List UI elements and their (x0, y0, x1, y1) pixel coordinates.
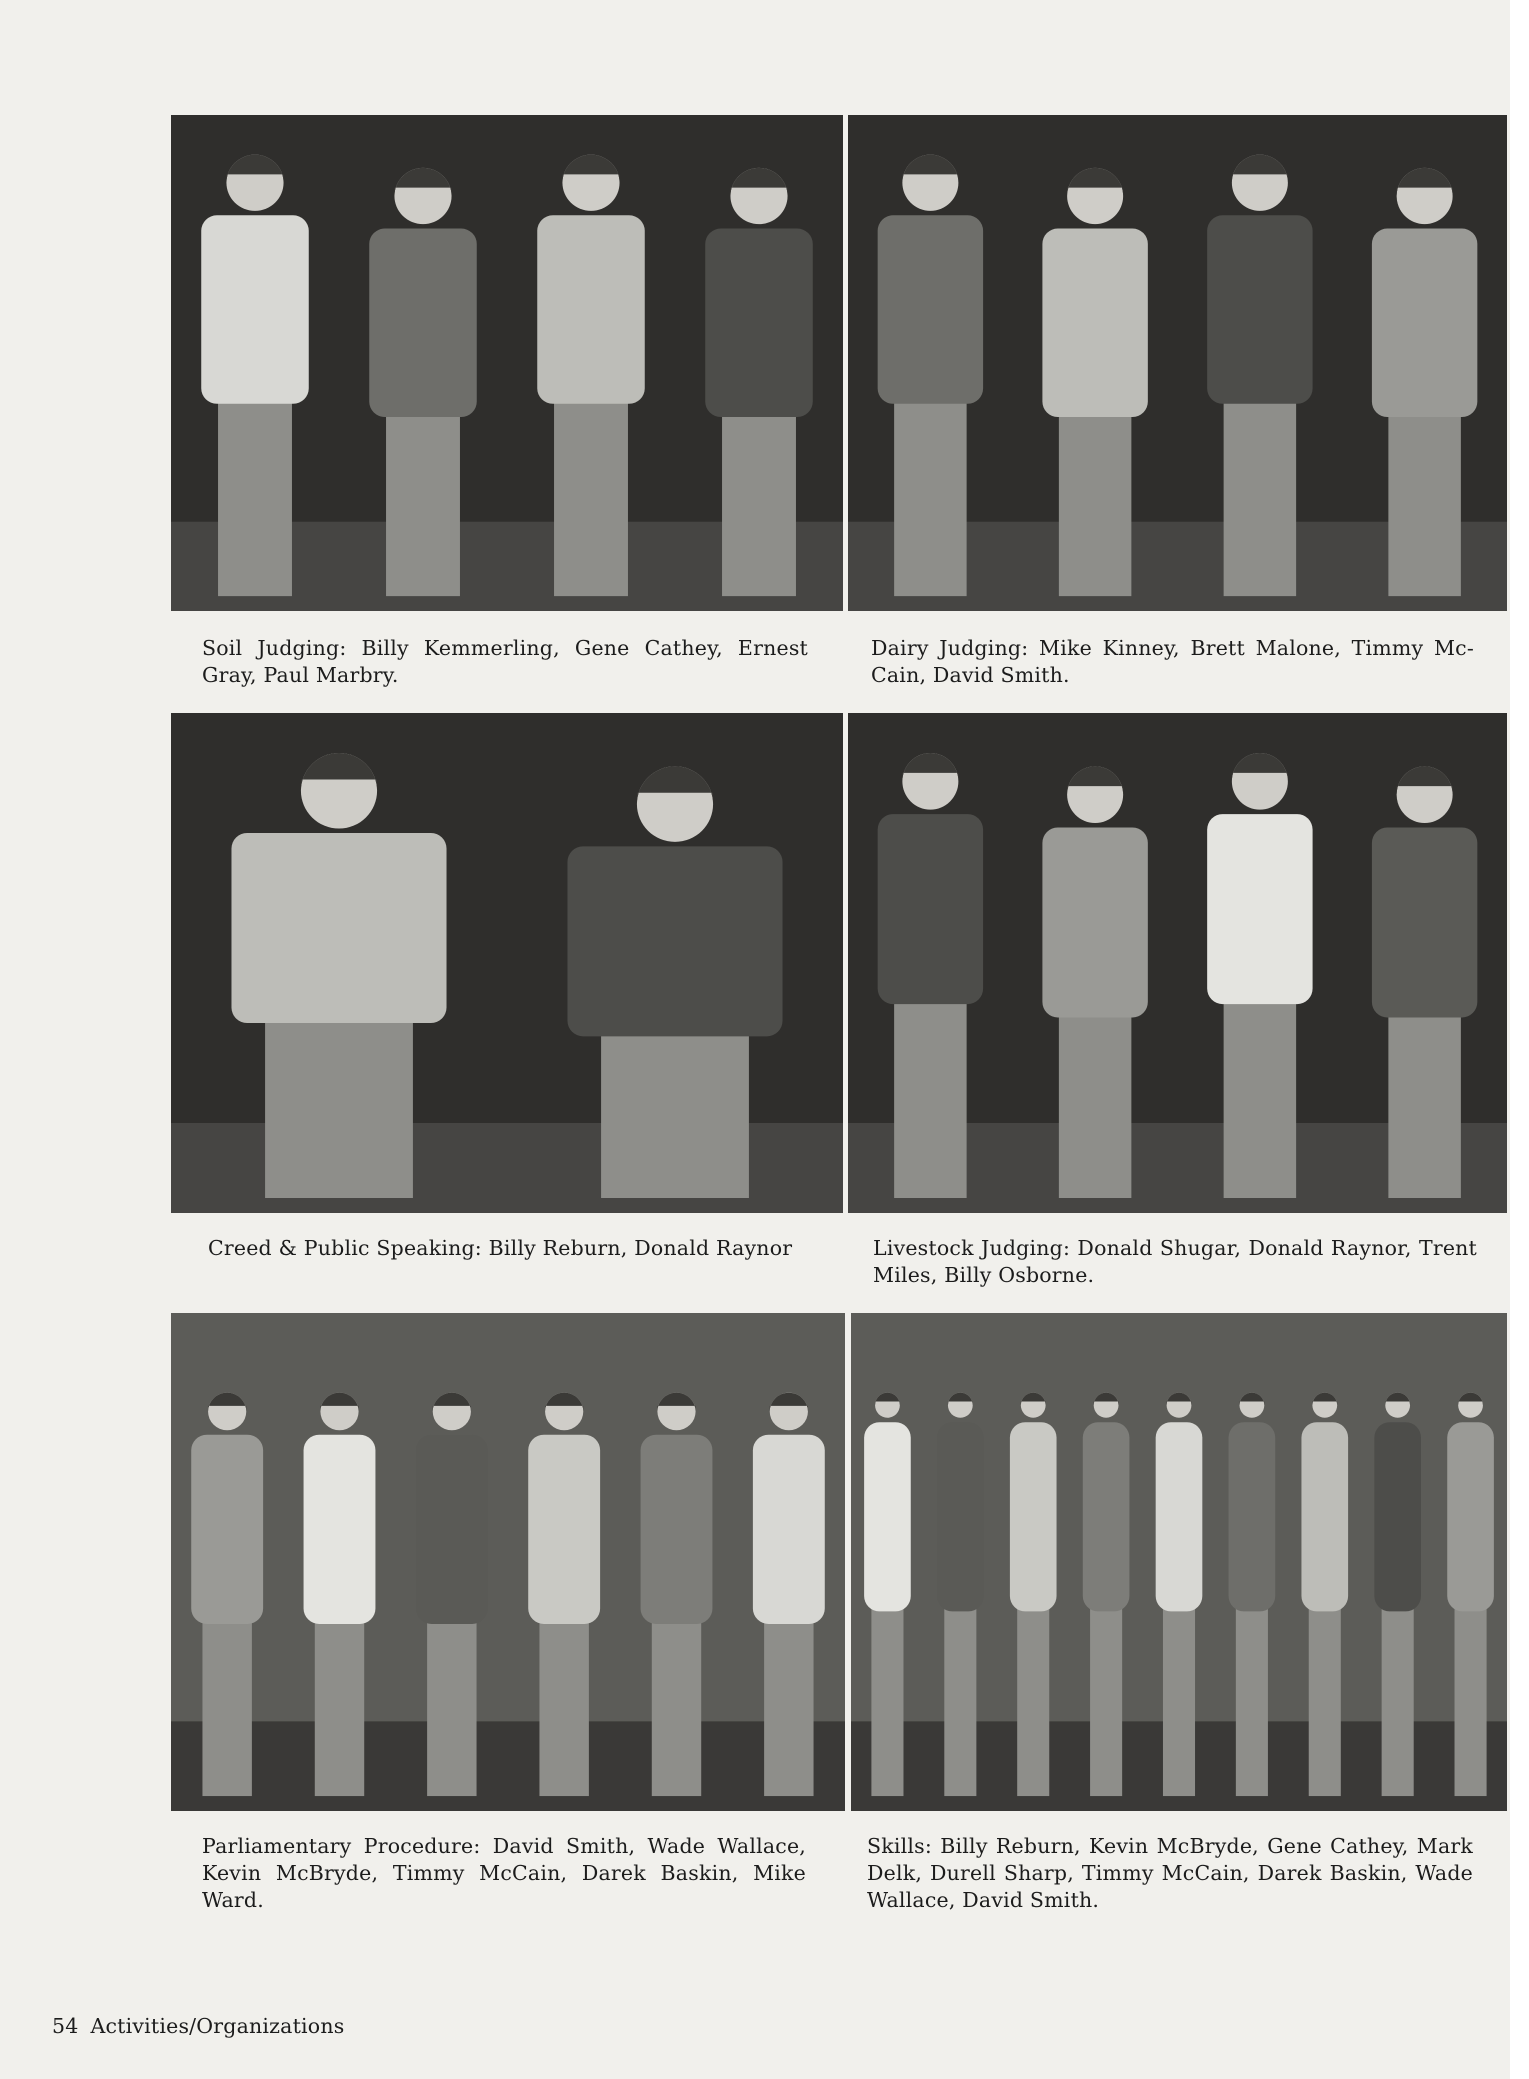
caption-creed-public-speaking: Creed & Public Speaking: Billy Reburn, Donald Raynor (208, 1236, 793, 1260)
caption-soil-judging: Soil Judging: Billy Kemmerling, Gene Cathey, Ernest Gray, Paul Marbry. (202, 636, 808, 687)
section-name: Activities/Organizations (90, 2014, 345, 2038)
photo-livestock-judging (848, 713, 1507, 1213)
photo-image (171, 115, 843, 611)
caption-dairy-judging: Dairy Judging: Mike Kinney, Brett Malone, Timmy Mc-Cain, David Smith. (871, 636, 1474, 687)
photo-floor (171, 1721, 845, 1811)
page-number: 54 (52, 2014, 79, 2038)
photo-image (848, 713, 1507, 1213)
photo-image (848, 115, 1507, 611)
caption-skills: Skills: Billy Reburn, Kevin McBryde, Gene Cathey, Mark Delk, Durell Sharp, Timmy McCain, Darek Baskin, Wade Wallace, David Smith. (867, 1834, 1473, 1912)
page-edge (1510, 0, 1529, 2079)
photo-soil-judging (171, 115, 843, 611)
caption-parliamentary-procedure: Parliamentary Procedure: David Smith, Wade Wallace, Kevin McBryde, Timmy McCain, Darek Baskin, Mike Ward. (202, 1834, 806, 1912)
caption-livestock-judging: Livestock Judging: Donald Shugar, Donald Raynor, Trent Miles, Billy Osborne. (873, 1236, 1477, 1287)
photo-skills (851, 1313, 1507, 1811)
photo-image (171, 1313, 845, 1811)
photo-parliamentary-procedure (171, 1313, 845, 1811)
photo-image (851, 1313, 1507, 1811)
page-footer (52, 2014, 344, 2038)
photo-creed-public-speaking (171, 713, 843, 1213)
photo-image (171, 713, 843, 1213)
photo-dairy-judging (848, 115, 1507, 611)
